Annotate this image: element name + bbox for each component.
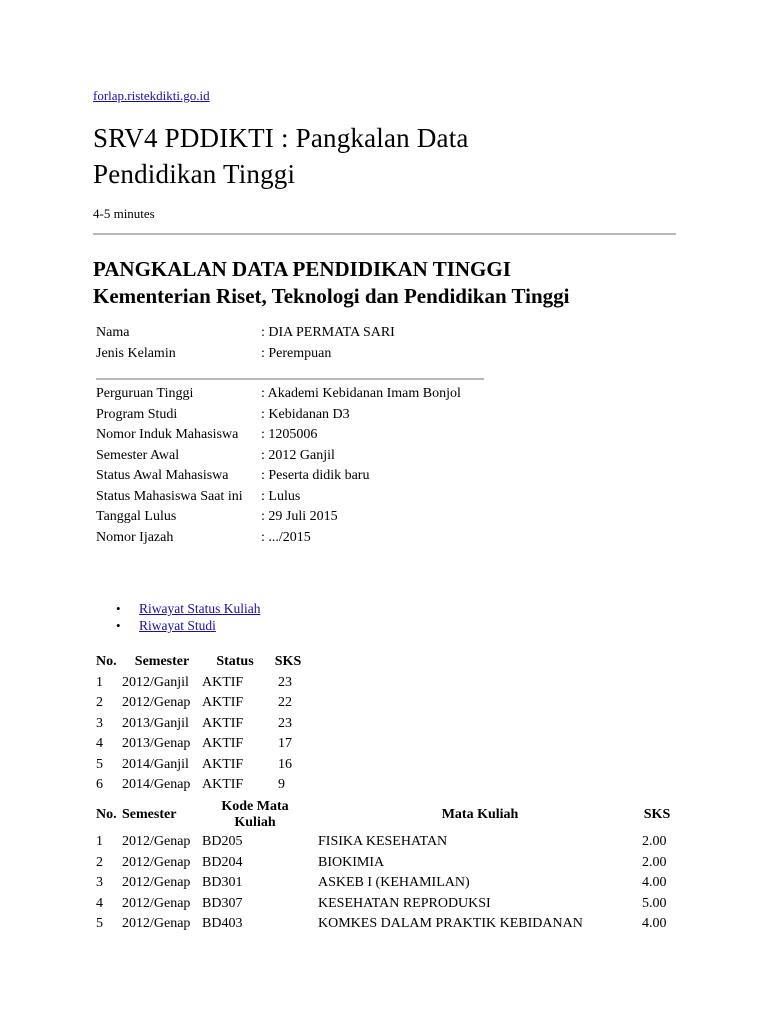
- info-row: [96, 528, 461, 549]
- table-cell: 2: [96, 695, 103, 711]
- table-cell: AKTIF: [202, 715, 244, 731]
- table-row: [96, 894, 672, 915]
- table-cell: 2012/Ganjil: [122, 674, 189, 690]
- column-header: Kode Mata Kuliah: [221, 799, 289, 830]
- table-cell: 3: [96, 875, 103, 891]
- info-value: : 2012 Ganjil: [261, 447, 335, 463]
- list-item: [93, 600, 261, 617]
- source-link[interactable]: forlap.ristekdikti.go.id: [93, 88, 210, 103]
- table-cell: 2012/Genap: [122, 854, 191, 870]
- heading-line2: Kementerian Riset, Teknologi dan Pendidikan Tinggi: [93, 284, 570, 308]
- table-header-row: [96, 652, 308, 673]
- table-cell: 16: [278, 756, 292, 772]
- info-row: [96, 507, 461, 528]
- info-value: : Peserta didik baru: [261, 468, 370, 483]
- table-cell: AKTIF: [202, 695, 244, 711]
- table-cell: 2012/Genap: [122, 895, 191, 911]
- table-row: [96, 873, 672, 894]
- table-row: [96, 714, 308, 735]
- table-cell: AKTIF: [202, 777, 244, 793]
- table-cell: AKTIF: [202, 756, 244, 772]
- table-cell: 1: [96, 674, 103, 690]
- info-label: Tanggal Lulus: [96, 509, 177, 524]
- table-row: [96, 853, 672, 874]
- info-value: : .../2015: [261, 529, 311, 545]
- table-cell: AKTIF: [202, 674, 244, 690]
- table-cell: 2012/Genap: [122, 834, 191, 850]
- table-cell: 2.00: [642, 854, 667, 870]
- table-cell: 2012/Genap: [122, 916, 191, 932]
- table-cell: 4: [96, 895, 103, 911]
- riwayat-status-kuliah-link[interactable]: Riwayat Status Kuliah: [139, 601, 261, 616]
- table-cell: 23: [278, 715, 292, 731]
- table-cell: 4: [96, 736, 103, 752]
- info-label: Perguruan Tinggi: [96, 386, 194, 401]
- table-cell: 2: [96, 854, 103, 870]
- personal-info: [96, 323, 395, 364]
- column-header: Semester: [134, 654, 190, 670]
- table-cell: 2014/Ganjil: [122, 756, 189, 772]
- table-cell: 2014/Genap: [122, 777, 191, 793]
- table-cell: 2013/Ganjil: [122, 715, 189, 731]
- divider: [93, 233, 676, 235]
- table-cell: ASKEB I (KEHAMILAN): [318, 875, 470, 891]
- table-cell: 3: [96, 715, 103, 731]
- table-cell: 2.00: [642, 834, 667, 850]
- history-links: [93, 600, 261, 634]
- column-header: No.: [96, 807, 117, 822]
- table-cell: 5: [96, 916, 103, 932]
- info-label: Status Mahasiswa Saat ini: [96, 488, 243, 504]
- column-header: SKS: [274, 654, 302, 670]
- info-value: : Kebidanan D3: [261, 406, 350, 422]
- table-row: [96, 673, 308, 694]
- table-cell: BD307: [202, 895, 243, 911]
- table-cell: BIOKIMIA: [318, 854, 385, 870]
- table-cell: BD205: [202, 834, 243, 850]
- info-label: Semester Awal: [96, 447, 180, 463]
- info-label: Program Studi: [96, 406, 178, 422]
- table-cell: 4.00: [642, 875, 667, 891]
- table-row: [96, 755, 308, 776]
- page-title-line1: SRV4 PDDIKTI : Pangkalan Data: [93, 123, 469, 153]
- info-label: Status Awal Mahasiswa: [96, 468, 229, 483]
- table-cell: 9: [278, 777, 285, 793]
- info-value: : Perempuan: [261, 345, 332, 361]
- info-value: : Lulus: [261, 488, 301, 504]
- table-cell: 6: [96, 777, 103, 793]
- info-value: : DIA PERMATA SARI: [261, 325, 395, 340]
- table-header-row: [96, 798, 672, 832]
- table-cell: 17: [278, 736, 292, 752]
- info-row: [96, 425, 461, 446]
- column-header: Mata Kuliah: [441, 807, 519, 822]
- table-cell: KESEHATAN REPRODUKSI: [318, 895, 491, 911]
- table-cell: BD403: [202, 916, 243, 932]
- info-row: [96, 405, 461, 426]
- table-row: [96, 914, 672, 935]
- table-cell: 4.00: [642, 916, 667, 932]
- column-header: No.: [96, 654, 117, 670]
- info-row: [96, 344, 395, 365]
- table-row: [96, 775, 308, 796]
- table-cell: 5: [96, 756, 103, 772]
- table-cell: AKTIF: [202, 736, 244, 752]
- table-cell: 2013/Genap: [122, 736, 191, 752]
- table-row: [96, 832, 672, 853]
- info-row: [96, 466, 461, 487]
- table-cell: FISIKA KESEHATAN: [318, 834, 448, 850]
- page-title: [93, 120, 469, 192]
- table-cell: 2012/Genap: [122, 875, 191, 891]
- academic-info: [96, 384, 461, 548]
- info-row: [96, 323, 395, 344]
- info-label: Jenis Kelamin: [96, 345, 176, 361]
- table-cell: 22: [278, 695, 292, 711]
- list-item: [93, 617, 261, 634]
- heading-line1: PANGKALAN DATA PENDIDIKAN TINGGI: [93, 257, 511, 281]
- table-cell: 5.00: [642, 895, 667, 911]
- course-table: [96, 798, 672, 935]
- page-title-line2: Pendidikan Tinggi: [93, 159, 296, 189]
- info-row: [96, 384, 461, 405]
- read-time: 4-5 minutes: [93, 206, 155, 221]
- info-label: Nomor Induk Mahasiswa: [96, 427, 239, 442]
- column-header: Status: [216, 654, 254, 670]
- info-label: Nama: [96, 325, 130, 340]
- status-table: [96, 652, 308, 796]
- table-cell: 23: [278, 674, 292, 690]
- info-value: : 29 Juli 2015: [261, 509, 338, 524]
- info-divider: [96, 378, 484, 380]
- section-heading: [93, 256, 570, 310]
- info-value: : Akademi Kebidanan Imam Bonjol: [261, 386, 461, 401]
- table-row: [96, 693, 308, 714]
- table-cell: BD301: [202, 875, 243, 891]
- table-cell: KOMKES DALAM PRAKTIK KEBIDANAN: [318, 916, 583, 932]
- table-cell: BD204: [202, 854, 243, 870]
- table-cell: 1: [96, 834, 103, 850]
- info-value: : 1205006: [261, 427, 318, 442]
- info-label: Nomor Ijazah: [96, 529, 174, 545]
- riwayat-studi-link[interactable]: Riwayat Studi: [139, 618, 216, 633]
- table-cell: 2012/Genap: [122, 695, 191, 711]
- table-row: [96, 734, 308, 755]
- column-header: Semester: [122, 807, 177, 822]
- column-header: SKS: [643, 807, 671, 822]
- info-row: [96, 446, 461, 467]
- info-row: [96, 487, 461, 508]
